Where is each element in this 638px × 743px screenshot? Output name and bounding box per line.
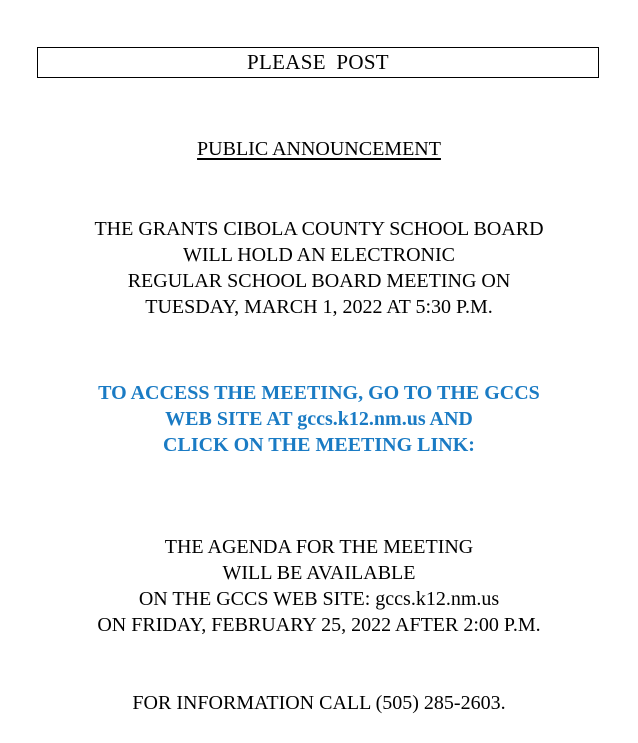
access-line: CLICK ON THE MEETING LINK: (163, 434, 475, 456)
announcement-line: REGULAR SCHOOL BOARD MEETING ON (127, 270, 511, 292)
please-post-label: PLEASE POST (247, 50, 389, 74)
meeting-access-instructions (0, 380, 638, 458)
agenda-availability-notice (0, 534, 638, 638)
contact-information: FOR INFORMATION CALL (505) 285-2603. (132, 692, 506, 714)
board-meeting-announcement (0, 216, 638, 320)
please-post-banner (37, 47, 599, 78)
announcement-line: WILL HOLD AN ELECTRONIC (183, 244, 455, 266)
agenda-line: ON FRIDAY, FEBRUARY 25, 2022 AFTER 2:00 P.M. (97, 614, 541, 636)
announcement-line: THE GRANTS CIBOLA COUNTY SCHOOL BOARD (94, 218, 544, 240)
public-announcement-heading: PUBLIC ANNOUNCEMENT (197, 138, 441, 160)
agenda-line: THE AGENDA FOR THE MEETING (164, 536, 474, 558)
agenda-line: WILL BE AVAILABLE (222, 562, 416, 584)
announcement-line: TUESDAY, MARCH 1, 2022 AT 5:30 P.M. (145, 296, 493, 318)
access-line: WEB SITE AT gccs.k12.nm.us AND (165, 408, 473, 430)
agenda-line: ON THE GCCS WEB SITE: gccs.k12.nm.us (138, 588, 500, 610)
access-line: TO ACCESS THE MEETING, GO TO THE GCCS (98, 382, 540, 404)
